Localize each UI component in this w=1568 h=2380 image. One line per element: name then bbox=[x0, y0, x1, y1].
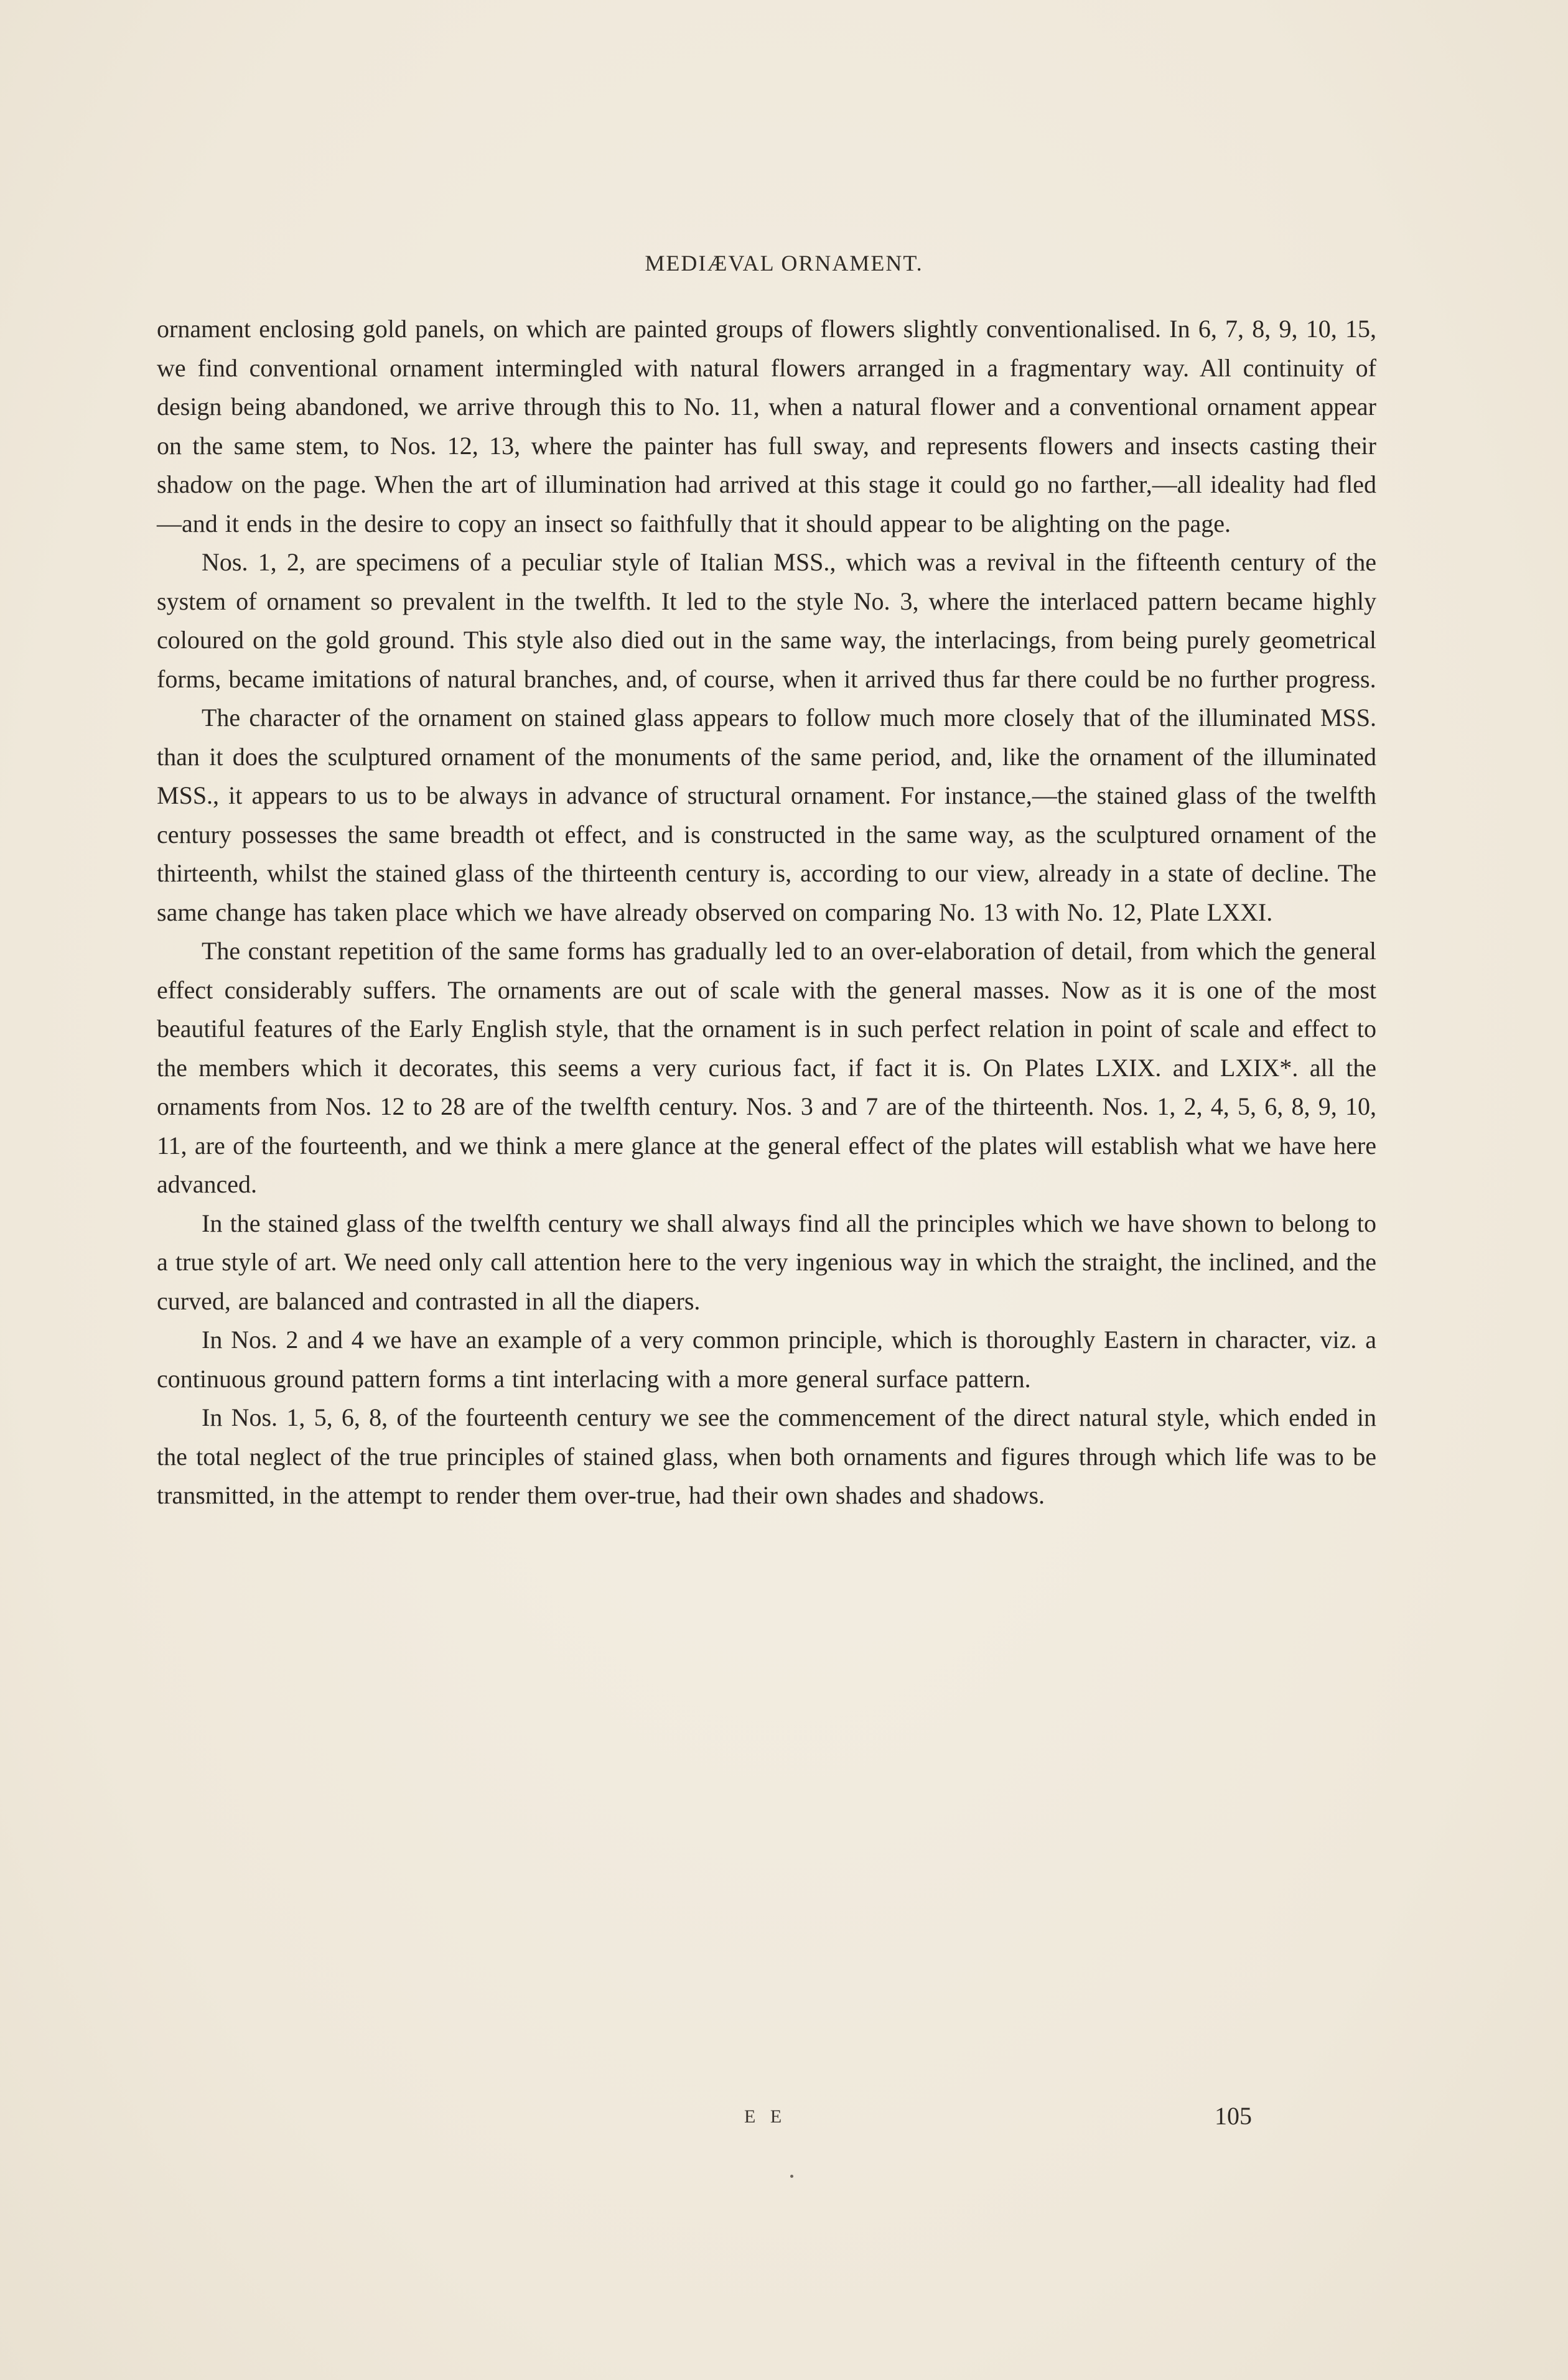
paragraph-5: In the stained glass of the twelfth century we shall always find all the principles which we have shown to belong to a true style of art. We need only call attention here to the very ingenious way in which the straight, the inclined, and the curved, are balanced and contrasted in all the diapers. bbox=[157, 1209, 1376, 1315]
ink-speck bbox=[790, 2175, 793, 2178]
paragraph-6: In Nos. 2 and 4 we have an example of a very common principle, which is thoroughly Eastern in character, viz. a continuous ground pattern forms a tint interlacing with a more general surface pattern. bbox=[157, 1326, 1376, 1393]
body-text bbox=[157, 310, 1376, 1515]
paragraph-1: ornament enclosing gold panels, on which are painted groups of flowers slightly conventionalised. In 6, 7, 8, 9, 10, 15, we find conventional ornament intermingled with natural flowers arranged in a fragmentary way. All continuity of design being abandoned, we arrive through this to No. 11, when a natural flower and a conventional ornament appear on the same stem, to Nos. 12, 13, where the painter has full sway, and represents flowers and insects casting their shadow on the page. When the art of illumination had arrived at this stage it could go no farther,—all ideality had fled—and it ends in the desire to copy an insect so faithfully that it should appear to be alighting on the page. bbox=[157, 315, 1376, 537]
page-number: 105 bbox=[1215, 2102, 1252, 2130]
paragraph-3: The character of the ornament on stained glass appears to follow much more closely that of the illuminated MSS. than it does the sculptured ornament of the monuments of the same period, and, like the ornament of the illuminated MSS., it appears to us to be always in advance of structural ornament. For instance,—the stained glass of the twelfth century possesses the same breadth ot effect, and is constructed in the same way, as the sculptured ornament of the thirteenth, whilst the stained glass of the thirteenth century is, according to our view, already in a state of decline. The same change has taken place which we have already observed on comparing No. 13 with No. 12, Plate LXXI. bbox=[157, 704, 1376, 926]
paragraph-7: In Nos. 1, 5, 6, 8, of the fourteenth century we see the commencement of the direct natural style, which ended in the total neglect of the true principles of stained glass, when both ornaments and figures through which life was to be transmitted, in the attempt to render them over-true, had their own shades and shadows. bbox=[157, 1403, 1376, 1509]
running-head: MEDIÆVAL ORNAMENT. bbox=[645, 251, 923, 276]
signature-mark: E E bbox=[744, 2106, 787, 2127]
paragraph-2: Nos. 1, 2, are specimens of a peculiar style of Italian MSS., which was a revival in the fifteenth century of the system of ornament so prevalent in the twelfth. It led to the style No. 3, where the interlaced pattern became highly coloured on the gold ground. This style also died out in the same way, the interlacings, from being purely geometrical forms, became imitations of natural branches, and, of course, when it arrived thus far there could be no further progress. bbox=[157, 548, 1376, 693]
paragraph-4: The constant repetition of the same forms has gradually led to an over-elaboration of detail, from which the general effect considerably suffers. The ornaments are out of scale with the general masses. Now as it is one of the most beautiful features of the Early English style, that the ornament is in such perfect relation in point of scale and effect to the members which it decorates, this seems a very curious fact, if fact it is. On Plates LXIX. and LXIX*. all the ornaments from Nos. 12 to 28 are of the twelfth century. Nos. 3 and 7 are of the thirteenth. Nos. 1, 2, 4, 5, 6, 8, 9, 10, 11, are of the fourteenth, and we think a mere glance at the general effect of the plates will establish what we have here advanced. bbox=[157, 937, 1376, 1198]
